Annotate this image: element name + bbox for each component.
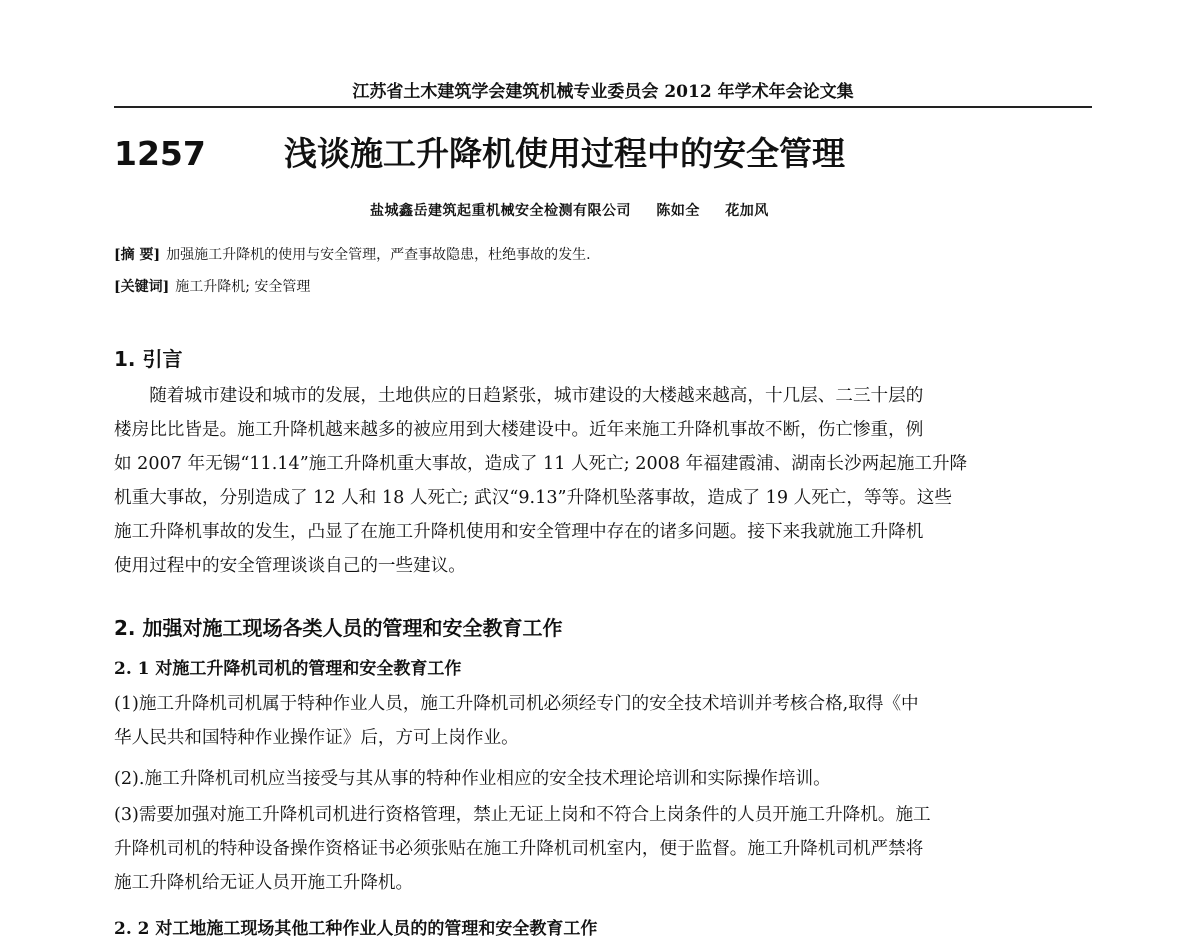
abstract <box>114 244 591 264</box>
text-line: (3)需要加强对施工升降机司机进行资格管理，禁止无证上岗和不符合上岗条件的人员开施工升降机。施工 <box>114 805 931 825</box>
text-line: 机重大事故，分别造成了 12 人和 18 人死亡; 武汉“9.13”升降机坠落事故，造成了 19 人死亡，等等。这些 <box>114 488 952 508</box>
text-line: 施工升降机给无证人员开施工升降机。 <box>114 873 414 893</box>
item-3 <box>114 798 1092 900</box>
author-line <box>370 200 789 220</box>
item-2 <box>114 762 1092 796</box>
proceedings-header: 江苏省土木建筑学会建筑机械专业委员会 2012 年学术年会论文集 <box>114 78 1092 108</box>
section-1-body <box>114 379 1092 583</box>
keywords <box>114 276 310 296</box>
paper-number: 1257 <box>114 134 206 173</box>
item-1 <box>114 687 1092 755</box>
text-line: (2).施工升降机司机应当接受与其从事的特种作业相应的安全技术理论培训和实际操作培训。 <box>114 769 831 789</box>
text-line: 随着城市建设和城市的发展，土地供应的日趋紧张，城市建设的大楼越来越高，十几层、二三十层的 <box>114 386 924 406</box>
author-name: 花加风 <box>725 203 769 219</box>
paper-title: 浅谈施工升降机使用过程中的安全管理 <box>284 134 845 173</box>
abstract-text: 加强施工升降机的使用与安全管理，严查事故隐患，杜绝事故的发生. <box>166 247 591 263</box>
text-line: 施工升降机事故的发生，凸显了在施工升降机使用和安全管理中存在的诸多问题。接下来我就施工升降机 <box>114 522 924 542</box>
author-name: 陈如全 <box>656 203 700 219</box>
section-1-heading: 1. 引言 <box>114 347 183 371</box>
text-line: 使用过程中的安全管理谈谈自己的一些建议。 <box>114 556 466 576</box>
abstract-label: [摘 要] <box>114 247 161 263</box>
text-line: 升降机司机的特种设备操作资格证书必须张贴在施工升降机司机室内，便于监督。施工升降机司机严禁将 <box>114 839 924 859</box>
text-line: (1)施工升降机司机属于特种作业人员，施工升降机司机必须经专门的安全技术培训并考核合格,取得《中 <box>114 694 919 714</box>
keywords-label: [关键词] <box>114 279 170 295</box>
text-line: 华人民共和国特种作业操作证》后，方可上岗作业。 <box>114 728 519 748</box>
keywords-text: 施工升降机; 安全管理 <box>175 279 311 295</box>
section-2-1-heading: 2. 1 对施工升降机司机的管理和安全教育工作 <box>114 659 462 679</box>
text-line: 如 2007 年无锡“11.14”施工升降机重大事故，造成了 11 人死亡; 2008 年福建霞浦、湖南长沙两起施工升降 <box>114 454 968 474</box>
section-2-heading: 2. 加强对施工现场各类人员的管理和安全教育工作 <box>114 616 563 640</box>
section-2-2-heading: 2. 2 对工地施工现场其他工种作业人员的的管理和安全教育工作 <box>114 919 598 939</box>
affiliation: 盐城鑫岳建筑起重机械安全检测有限公司 <box>370 203 631 219</box>
text-line: 楼房比比皆是。施工升降机越来越多的被应用到大楼建设中。近年来施工升降机事故不断，伤亡惨重，例 <box>114 420 924 440</box>
